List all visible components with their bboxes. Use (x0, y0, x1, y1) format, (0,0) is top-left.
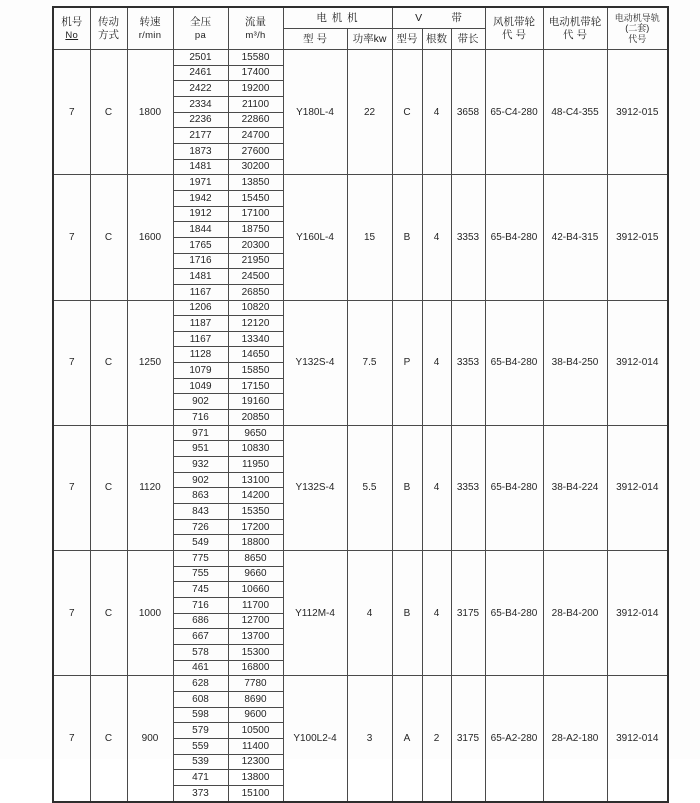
header-motor-pulley (543, 7, 607, 50)
header-transmission-line1: 传动 (98, 15, 119, 28)
motor-power-cell: 22 (347, 50, 392, 175)
flow-cell: 12120 (228, 316, 283, 332)
pressure-cell: 1206 (173, 300, 228, 316)
motor-pulley-code-cell: 38-B4-224 (543, 425, 607, 550)
header-row-groups (53, 7, 668, 29)
machine-no-cell: 7 (53, 175, 90, 300)
pressure-cell: 539 (173, 754, 228, 770)
pressure-cell: 1167 (173, 331, 228, 347)
motor-pulley-code-cell: 42-B4-315 (543, 175, 607, 300)
header-vbelt-group (392, 7, 485, 29)
motor-power-cell: 4 (347, 551, 392, 676)
header-motor-rail-line3: 代号 (628, 33, 647, 44)
header-machine-no-en: No (65, 29, 79, 41)
flow-cell: 19160 (228, 394, 283, 410)
motor-model-cell: Y180L-4 (283, 50, 347, 175)
header-flow-unit: m³/h (245, 29, 266, 41)
motor-pulley-code-cell: 28-A2-180 (543, 676, 607, 802)
fan-spec-table (52, 6, 669, 803)
pressure-cell: 373 (173, 785, 228, 801)
flow-cell: 13340 (228, 331, 283, 347)
pressure-cell: 686 (173, 613, 228, 629)
pressure-cell: 579 (173, 723, 228, 739)
vbelt-length-cell: 3175 (451, 551, 485, 676)
pressure-cell: 1481 (173, 159, 228, 175)
header-vbelt-group-v: V (415, 12, 423, 24)
flow-cell: 20300 (228, 237, 283, 253)
pressure-cell: 1971 (173, 175, 228, 191)
motor-rail-code-cell: 3912-014 (607, 425, 668, 550)
motor-rail-code-cell: 3912-014 (607, 300, 668, 425)
flow-cell: 15100 (228, 785, 283, 801)
header-transmission (90, 7, 127, 50)
header-vbelt-group-dai: 带 (451, 12, 462, 24)
header-fan-pulley-line1: 风机带轮 (493, 15, 536, 28)
header-motor-pulley-line1: 电动机带轮 (548, 15, 602, 28)
fan-pulley-code-cell: 65-B4-280 (485, 300, 543, 425)
flow-cell: 7780 (228, 676, 283, 692)
flow-cell: 8690 (228, 691, 283, 707)
pressure-cell: 1873 (173, 143, 228, 159)
pressure-cell: 726 (173, 519, 228, 535)
transmission-cell: C (90, 676, 127, 802)
pressure-cell: 1716 (173, 253, 228, 269)
pressure-cell: 716 (173, 410, 228, 426)
flow-cell: 11950 (228, 457, 283, 473)
motor-rail-code-cell: 3912-014 (607, 676, 668, 802)
flow-cell: 14650 (228, 347, 283, 363)
flow-cell: 13800 (228, 770, 283, 786)
motor-pulley-code-cell: 48-C4-355 (543, 50, 607, 175)
header-flow-cn: 流量 (245, 15, 266, 28)
motor-power-cell: 3 (347, 676, 392, 802)
header-machine-no-cn: 机号 (61, 15, 83, 28)
pressure-cell: 2334 (173, 96, 228, 112)
pressure-cell: 471 (173, 770, 228, 786)
pressure-cell: 667 (173, 629, 228, 645)
flow-cell: 9600 (228, 707, 283, 723)
flow-cell: 17400 (228, 65, 283, 81)
flow-cell: 10820 (228, 300, 283, 316)
pressure-cell: 1912 (173, 206, 228, 222)
header-motor-model: 型 号 (283, 29, 347, 50)
flow-cell: 15850 (228, 363, 283, 379)
motor-model-cell: Y132S-4 (283, 425, 347, 550)
flow-cell: 10660 (228, 582, 283, 598)
vbelt-model-cell: C (392, 50, 422, 175)
header-vbelt-count: 根数 (422, 29, 451, 50)
flow-cell: 15350 (228, 504, 283, 520)
spec-table-body (53, 50, 668, 802)
fan-pulley-code-cell: 65-B4-280 (485, 551, 543, 676)
flow-cell: 24500 (228, 269, 283, 285)
flow-cell: 18800 (228, 535, 283, 551)
pressure-cell: 1765 (173, 237, 228, 253)
transmission-cell: C (90, 425, 127, 550)
vbelt-model-cell: B (392, 175, 422, 300)
pressure-cell: 971 (173, 425, 228, 441)
pressure-cell: 745 (173, 582, 228, 598)
machine-no-cell: 7 (53, 551, 90, 676)
pressure-cell: 2236 (173, 112, 228, 128)
pressure-cell: 2177 (173, 128, 228, 144)
header-motor-power: 功率kw (347, 29, 392, 50)
spec-row-block1-r1 (53, 50, 668, 66)
pressure-cell: 2501 (173, 50, 228, 66)
vbelt-length-cell: 3353 (451, 175, 485, 300)
flow-cell: 17150 (228, 378, 283, 394)
pressure-cell: 1049 (173, 378, 228, 394)
fan-pulley-code-cell: 65-A2-280 (485, 676, 543, 802)
pressure-cell: 549 (173, 535, 228, 551)
motor-pulley-code-cell: 38-B4-250 (543, 300, 607, 425)
pressure-cell: 559 (173, 738, 228, 754)
flow-cell: 15580 (228, 50, 283, 66)
motor-power-cell: 5.5 (347, 425, 392, 550)
speed-cell: 1800 (127, 50, 173, 175)
flow-cell: 9650 (228, 425, 283, 441)
spec-row-block4-r1 (53, 425, 668, 441)
motor-model-cell: Y112M-4 (283, 551, 347, 676)
vbelt-count-cell: 4 (422, 175, 451, 300)
pressure-cell: 902 (173, 472, 228, 488)
header-motor-rail-line2: (二套) (625, 23, 650, 34)
pressure-cell: 902 (173, 394, 228, 410)
flow-cell: 27600 (228, 143, 283, 159)
flow-cell: 13700 (228, 629, 283, 645)
header-vbelt-length: 带长 (451, 29, 485, 50)
header-pressure-unit: pa (194, 29, 207, 41)
header-motor-rail (607, 7, 668, 50)
vbelt-length-cell: 3353 (451, 425, 485, 550)
flow-cell: 22860 (228, 112, 283, 128)
motor-model-cell: Y100L2-4 (283, 676, 347, 802)
flow-cell: 13850 (228, 175, 283, 191)
pressure-cell: 716 (173, 597, 228, 613)
flow-cell: 10830 (228, 441, 283, 457)
vbelt-model-cell: P (392, 300, 422, 425)
flow-cell: 15450 (228, 190, 283, 206)
pressure-cell: 1942 (173, 190, 228, 206)
pressure-cell: 863 (173, 488, 228, 504)
flow-cell: 12700 (228, 613, 283, 629)
flow-cell: 15300 (228, 644, 283, 660)
pressure-cell: 1844 (173, 222, 228, 238)
flow-cell: 30200 (228, 159, 283, 175)
flow-cell: 18750 (228, 222, 283, 238)
pressure-cell: 755 (173, 566, 228, 582)
flow-cell: 16800 (228, 660, 283, 676)
vbelt-count-cell: 4 (422, 300, 451, 425)
pressure-cell: 628 (173, 676, 228, 692)
motor-rail-code-cell: 3912-015 (607, 175, 668, 300)
flow-cell: 21100 (228, 96, 283, 112)
transmission-cell: C (90, 300, 127, 425)
vbelt-length-cell: 3175 (451, 676, 485, 802)
header-motor-rail-line1: 电动机导轨 (614, 12, 660, 23)
transmission-cell: C (90, 551, 127, 676)
spec-table-header (53, 7, 668, 50)
flow-cell: 24700 (228, 128, 283, 144)
vbelt-count-cell: 4 (422, 50, 451, 175)
vbelt-count-cell: 2 (422, 676, 451, 802)
pressure-cell: 608 (173, 691, 228, 707)
vbelt-length-cell: 3658 (451, 50, 485, 175)
flow-cell: 13100 (228, 472, 283, 488)
vbelt-model-cell: B (392, 551, 422, 676)
flow-cell: 20850 (228, 410, 283, 426)
header-machine-no (53, 7, 90, 50)
speed-cell: 1250 (127, 300, 173, 425)
machine-no-cell: 7 (53, 425, 90, 550)
spec-row-block2-r1 (53, 175, 668, 191)
flow-cell: 8650 (228, 551, 283, 567)
header-motor-group: 电 机 机 (283, 7, 392, 29)
flow-cell: 21950 (228, 253, 283, 269)
speed-cell: 1120 (127, 425, 173, 550)
header-speed-cn: 转速 (139, 15, 161, 28)
speed-cell: 1600 (127, 175, 173, 300)
vbelt-count-cell: 4 (422, 551, 451, 676)
spec-row-block6-r1 (53, 676, 668, 692)
pressure-cell: 578 (173, 644, 228, 660)
flow-cell: 17200 (228, 519, 283, 535)
spec-row-block5-r1 (53, 551, 668, 567)
header-flow (228, 7, 283, 50)
header-pressure-cn: 全压 (190, 15, 211, 28)
header-transmission-line2: 方式 (98, 28, 119, 41)
machine-no-cell: 7 (53, 50, 90, 175)
pressure-cell: 598 (173, 707, 228, 723)
fan-pulley-code-cell: 65-B4-280 (485, 175, 543, 300)
pressure-cell: 775 (173, 551, 228, 567)
motor-model-cell: Y132S-4 (283, 300, 347, 425)
spec-row-block3-r1 (53, 300, 668, 316)
motor-rail-code-cell: 3912-015 (607, 50, 668, 175)
flow-cell: 11700 (228, 597, 283, 613)
motor-power-cell: 7.5 (347, 300, 392, 425)
pressure-cell: 1128 (173, 347, 228, 363)
motor-pulley-code-cell: 28-B4-200 (543, 551, 607, 676)
pressure-cell: 1079 (173, 363, 228, 379)
pressure-cell: 1481 (173, 269, 228, 285)
pressure-cell: 2461 (173, 65, 228, 81)
pressure-cell: 1167 (173, 284, 228, 300)
header-fan-pulley-line2: 代 号 (502, 28, 526, 41)
flow-cell: 19200 (228, 81, 283, 97)
vbelt-count-cell: 4 (422, 425, 451, 550)
machine-no-cell: 7 (53, 676, 90, 802)
header-pressure (173, 7, 228, 50)
pressure-cell: 1187 (173, 316, 228, 332)
vbelt-length-cell: 3353 (451, 300, 485, 425)
motor-model-cell: Y160L-4 (283, 175, 347, 300)
motor-power-cell: 15 (347, 175, 392, 300)
pressure-cell: 461 (173, 660, 228, 676)
speed-cell: 900 (127, 676, 173, 802)
flow-cell: 9660 (228, 566, 283, 582)
flow-cell: 10500 (228, 723, 283, 739)
transmission-cell: C (90, 50, 127, 175)
pressure-cell: 843 (173, 504, 228, 520)
flow-cell: 17100 (228, 206, 283, 222)
transmission-cell: C (90, 175, 127, 300)
fan-pulley-code-cell: 65-B4-280 (485, 425, 543, 550)
flow-cell: 11400 (228, 738, 283, 754)
machine-no-cell: 7 (53, 300, 90, 425)
flow-cell: 26850 (228, 284, 283, 300)
speed-cell: 1000 (127, 551, 173, 676)
flow-cell: 12300 (228, 754, 283, 770)
header-vbelt-model: 型号 (392, 29, 422, 50)
flow-cell: 14200 (228, 488, 283, 504)
fan-pulley-code-cell: 65-C4-280 (485, 50, 543, 175)
header-fan-pulley (485, 7, 543, 50)
header-speed (127, 7, 173, 50)
header-motor-pulley-line2: 代 号 (563, 28, 587, 41)
vbelt-model-cell: A (392, 676, 422, 802)
pressure-cell: 2422 (173, 81, 228, 97)
header-speed-unit: r/min (138, 29, 162, 41)
vbelt-model-cell: B (392, 425, 422, 550)
motor-rail-code-cell: 3912-014 (607, 551, 668, 676)
pressure-cell: 951 (173, 441, 228, 457)
pressure-cell: 932 (173, 457, 228, 473)
